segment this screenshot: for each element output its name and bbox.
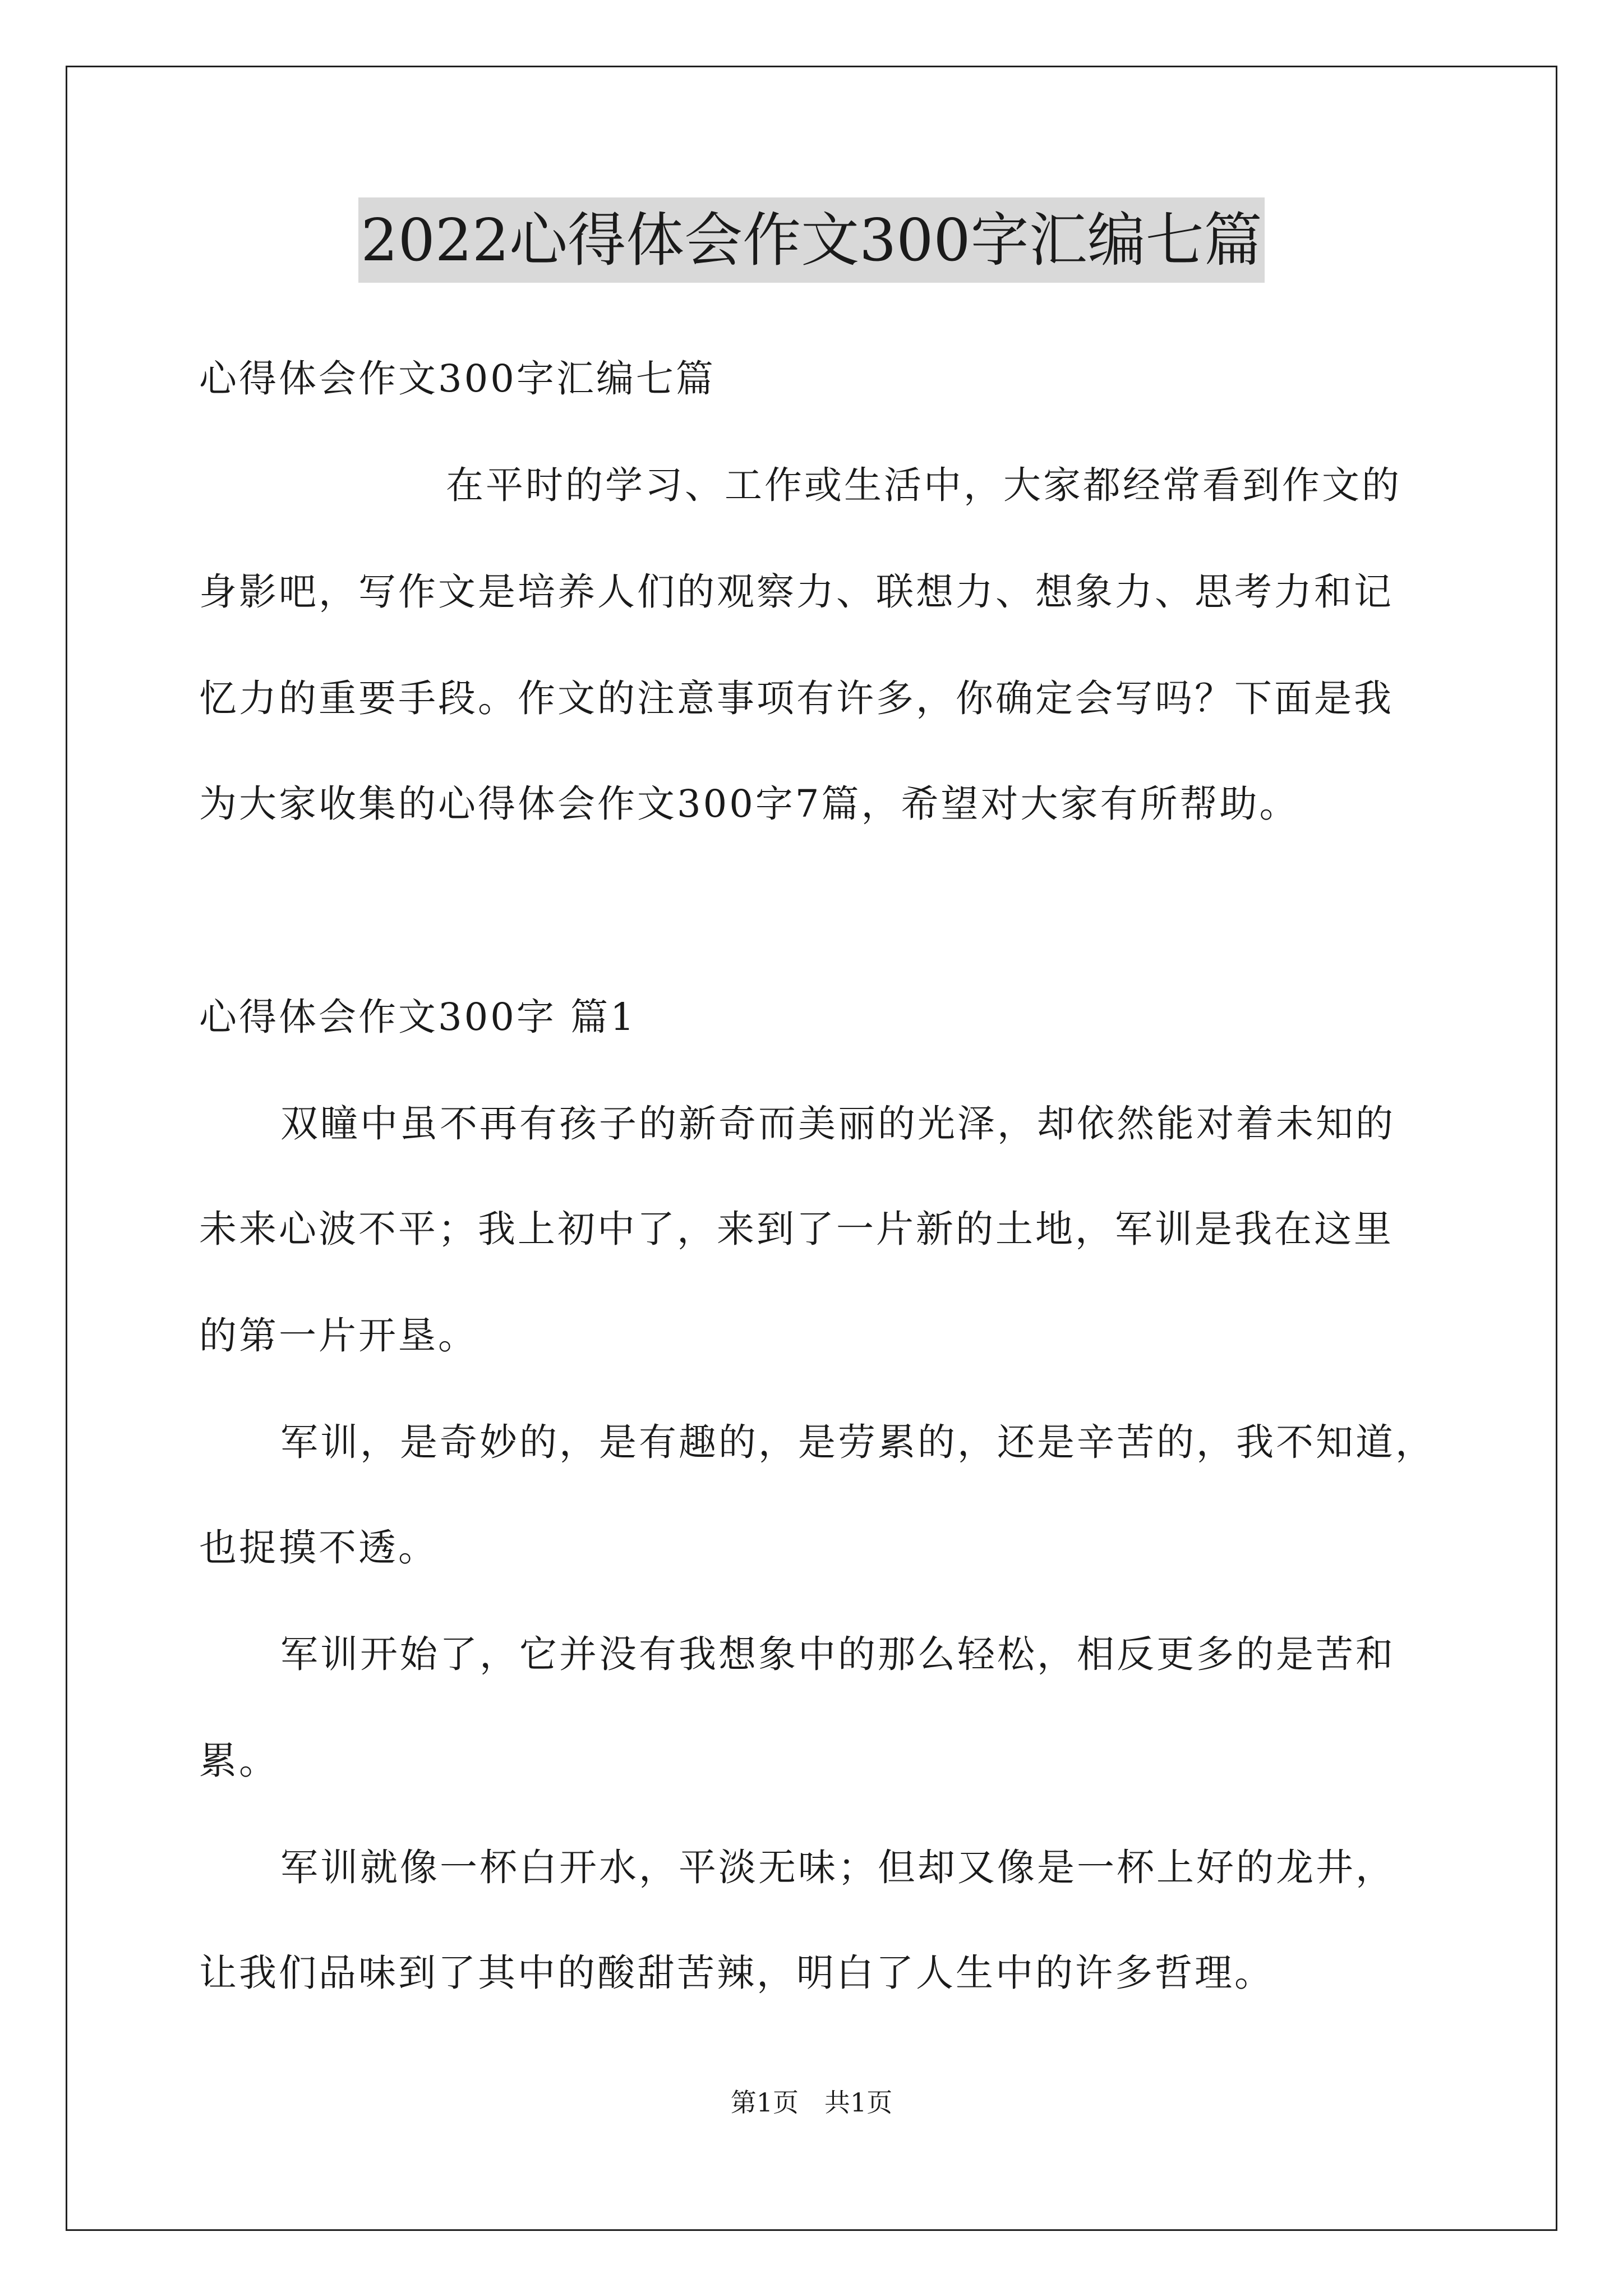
intro-line-4: 为大家收集的心得体会作文300字7篇，希望对大家有所帮助。	[199, 782, 1299, 826]
body-line-8: 军训就像一杯白开水，平淡无味；但却又像是一杯上好的龙井，	[280, 1846, 1395, 1889]
body-line-6: 军训开始了，它并没有我想象中的那么轻松，相反更多的是苦和	[280, 1632, 1395, 1676]
intro-line-3: 忆力的重要手段。作文的注意事项有许多，你确定会写吗？下面是我	[199, 677, 1394, 720]
body-line-9: 让我们品味到了其中的酸甜苦辣，明白了人生中的许多哲理。	[199, 1951, 1274, 1995]
body-line-5: 也捉摸不透。	[199, 1526, 438, 1570]
body-line-7: 累。	[199, 1739, 279, 1783]
page-footer: 第1页 共1页	[730, 2087, 893, 2118]
section-heading: 心得体会作文300字 篇1	[199, 995, 637, 1039]
body-line-4: 军训，是奇妙的，是有趣的，是劳累的，还是辛苦的，我不知道，	[280, 1420, 1435, 1464]
document-title: 2022心得体会作文300字汇编七篇	[358, 197, 1264, 283]
title-container	[0, 197, 1623, 283]
subtitle-line: 心得体会作文300字汇编七篇	[199, 357, 716, 401]
body-line-1: 双瞳中虽不再有孩子的新奇而美丽的光泽，却依然能对着未知的	[280, 1102, 1395, 1145]
body-line-3: 的第一片开垦。	[199, 1314, 478, 1358]
intro-line-2: 身影吧，写作文是培养人们的观察力、联想力、想象力、思考力和记	[199, 570, 1394, 614]
intro-line-1: 在平时的学习、工作或生活中，大家都经常看到作文的	[446, 463, 1401, 507]
body-line-2: 未来心波不平；我上初中了，来到了一片新的土地，军训是我在这里	[199, 1207, 1394, 1251]
